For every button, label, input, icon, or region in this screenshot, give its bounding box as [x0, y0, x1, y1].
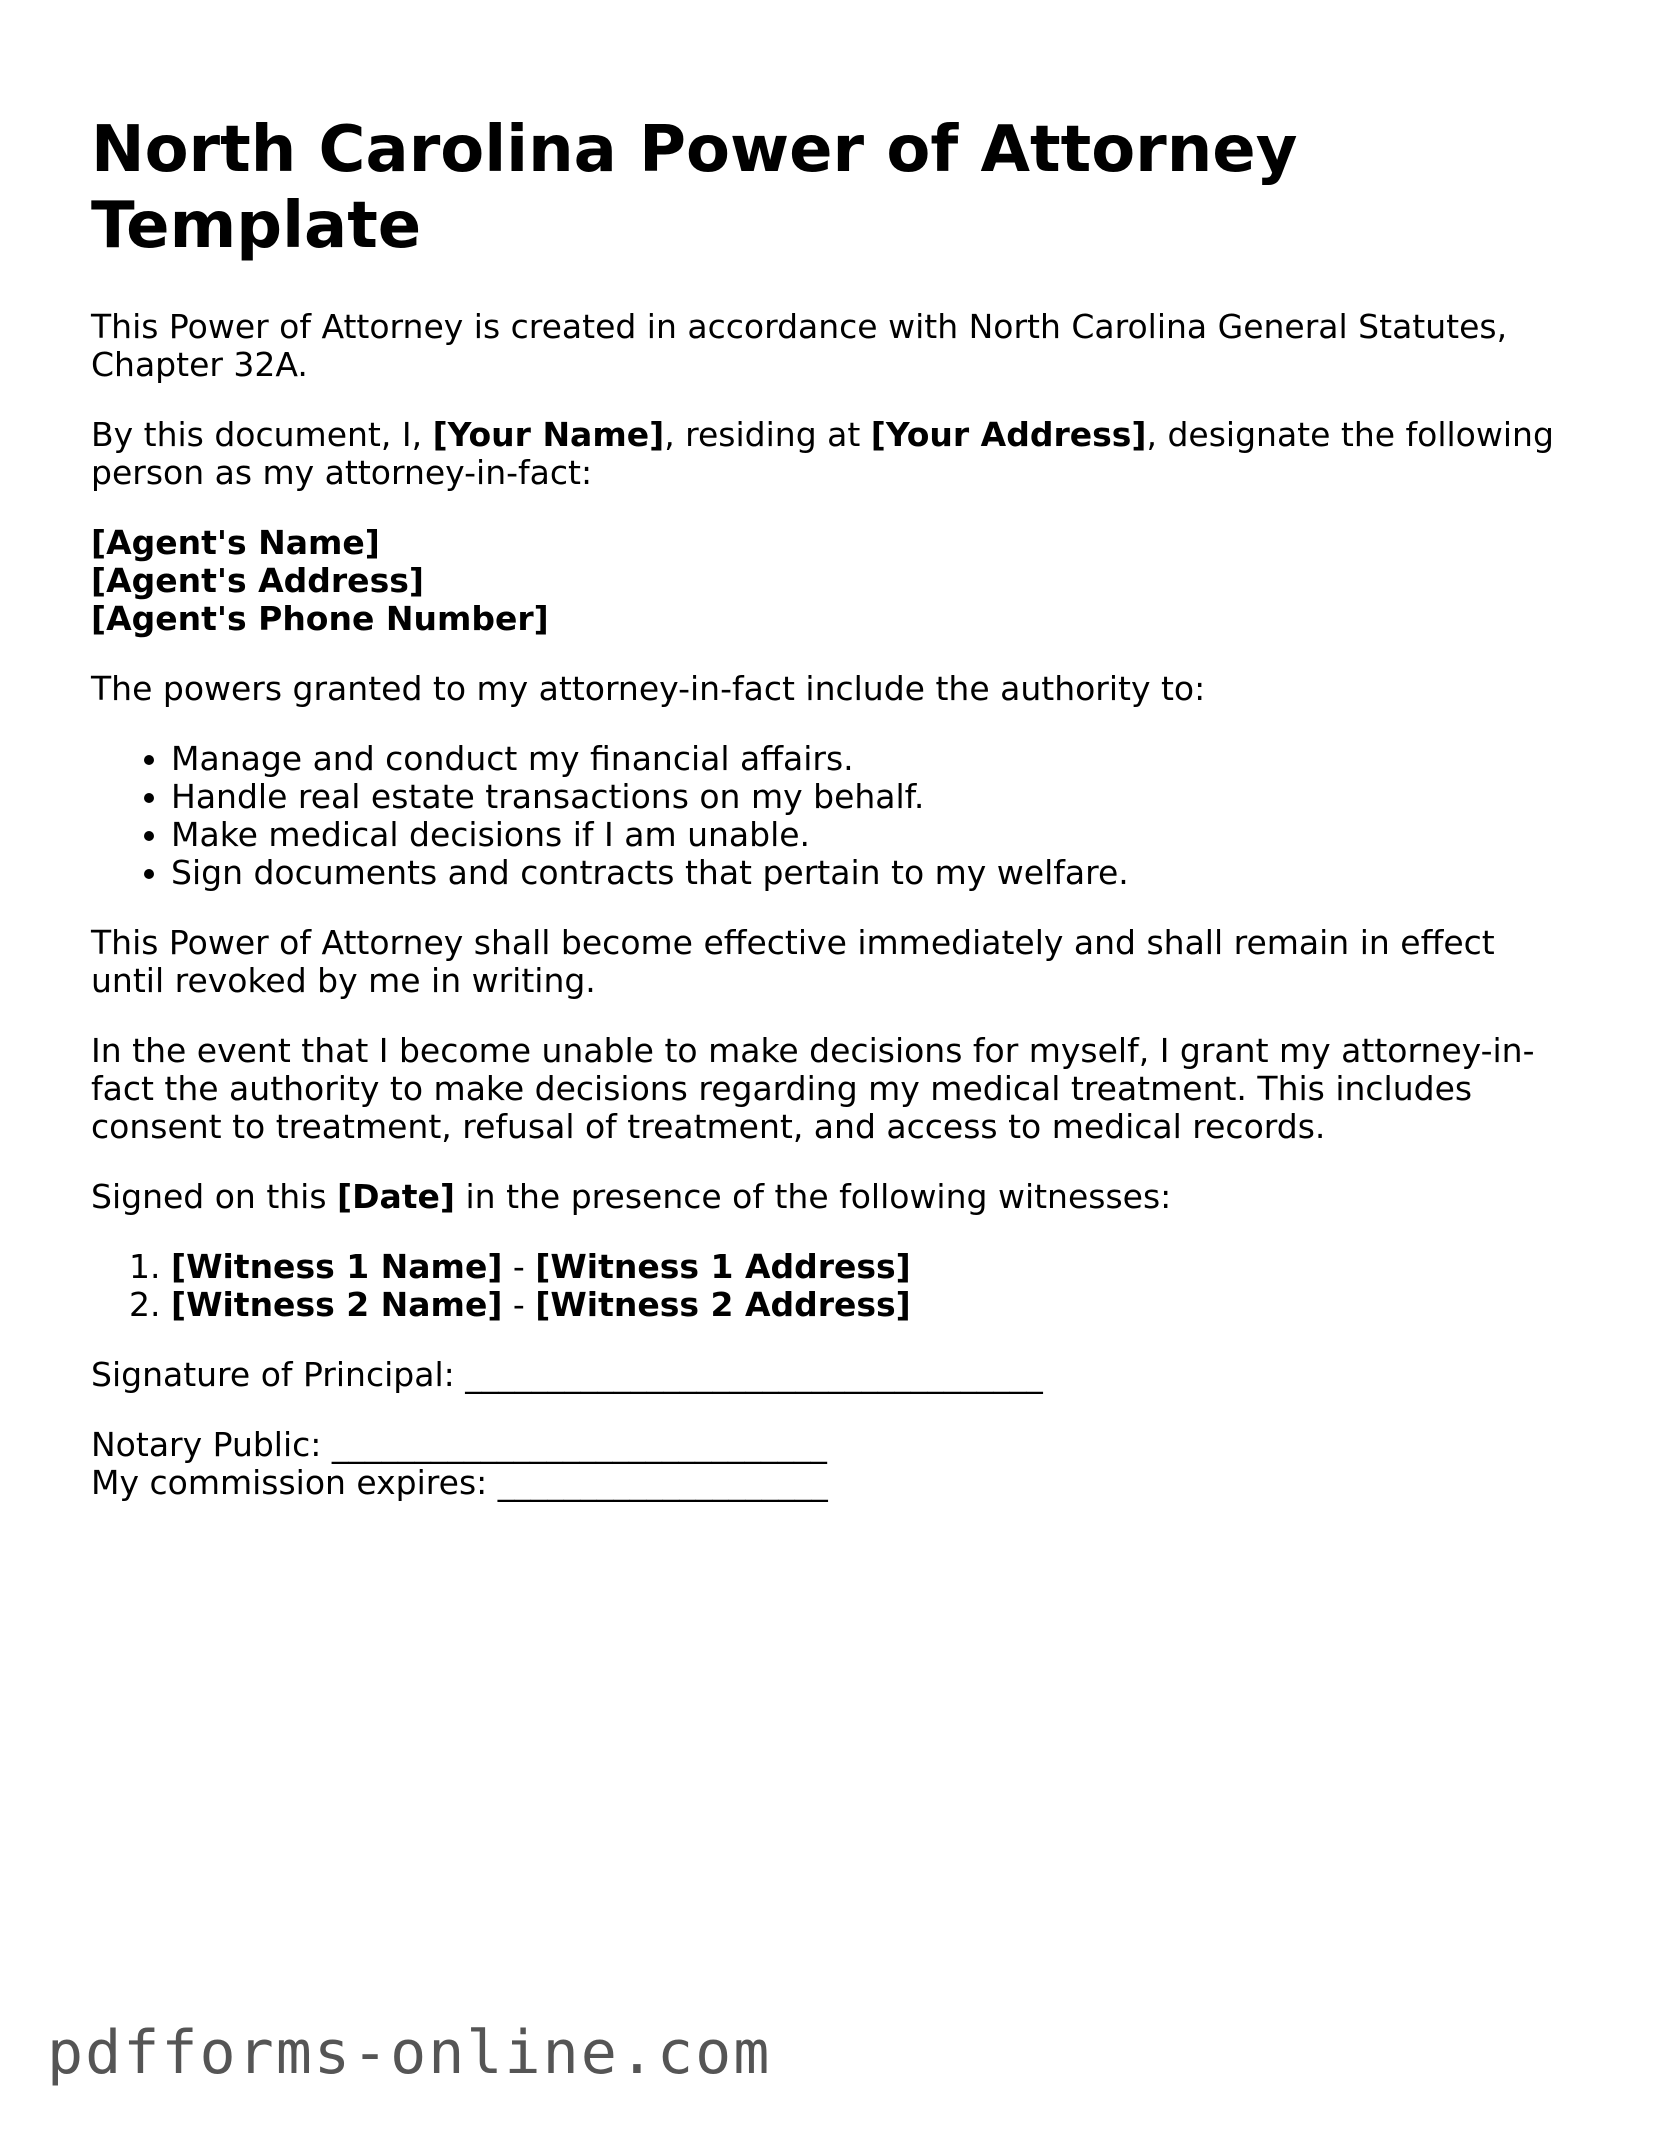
- intro-paragraph: This Power of Attorney is created in accordance with North Carolina General Statutes, Chapter 32A.: [91, 307, 1508, 384]
- designation-middle: , residing at: [664, 415, 871, 454]
- commission-expires-line[interactable]: My commission expires: ____________________: [91, 1463, 828, 1502]
- agent-address: [Agent's Address]: [91, 561, 424, 600]
- witness-list: [91, 1248, 1571, 1324]
- agent-block: [91, 524, 1571, 638]
- effective-paragraph: This Power of Attorney shall become effective immediately and shall remain in effect until revoked by me in writing.: [91, 923, 1495, 1000]
- medical-paragraph: In the event that I become unable to make decisions for myself, I grant my attorney-in-fact the authority to make decisions regarding my medical treatment. This includes consent to treatment, refusal of treatment, and access to medical records.: [91, 1031, 1535, 1146]
- list-item: [171, 1286, 1571, 1324]
- witness-separator: -: [502, 1247, 536, 1286]
- list-item: • Manage and conduct my financial affairs.: [171, 740, 1571, 778]
- signed-prefix: Signed on this: [91, 1177, 338, 1216]
- your-name-placeholder: [Your Name]: [432, 415, 665, 454]
- list-item: • Make medical decisions if I am unable.: [171, 816, 1571, 854]
- signed-paragraph: [91, 1178, 1571, 1216]
- witness-address: [Witness 1 Address]: [535, 1247, 911, 1286]
- date-placeholder: [Date]: [337, 1177, 456, 1216]
- document-page: [91, 112, 1571, 1502]
- witness-name: [Witness 1 Name]: [171, 1247, 503, 1286]
- witness-separator: -: [502, 1285, 536, 1324]
- powers-list: [91, 740, 1571, 892]
- designation-prefix: By this document, I,: [91, 415, 433, 454]
- page-title: North Carolina Power of Attorney Template: [91, 113, 1298, 263]
- your-address-placeholder: [Your Address]: [870, 415, 1147, 454]
- watermark: pdfforms-online.com: [47, 2018, 772, 2088]
- signature-principal-line[interactable]: Signature of Principal: ___________________________________: [91, 1355, 1043, 1394]
- notary-block: [91, 1426, 1571, 1502]
- list-item: [171, 1248, 1571, 1286]
- powers-intro: The powers granted to my attorney-in-fact include the authority to:: [91, 669, 1206, 708]
- notary-public-line[interactable]: Notary Public: ______________________________: [91, 1425, 827, 1464]
- agent-name: [Agent's Name]: [91, 523, 380, 562]
- designation-suffix: , designate the following person as my attorney-in-fact:: [91, 415, 1554, 492]
- signed-suffix: in the presence of the following witnesses:: [455, 1177, 1172, 1216]
- designation-paragraph: [91, 416, 1571, 492]
- list-item: • Sign documents and contracts that pertain to my welfare.: [171, 854, 1571, 892]
- witness-name: [Witness 2 Name]: [171, 1285, 503, 1324]
- witness-address: [Witness 2 Address]: [535, 1285, 911, 1324]
- list-item: • Handle real estate transactions on my behalf.: [171, 778, 1571, 816]
- agent-phone: [Agent's Phone Number]: [91, 599, 549, 638]
